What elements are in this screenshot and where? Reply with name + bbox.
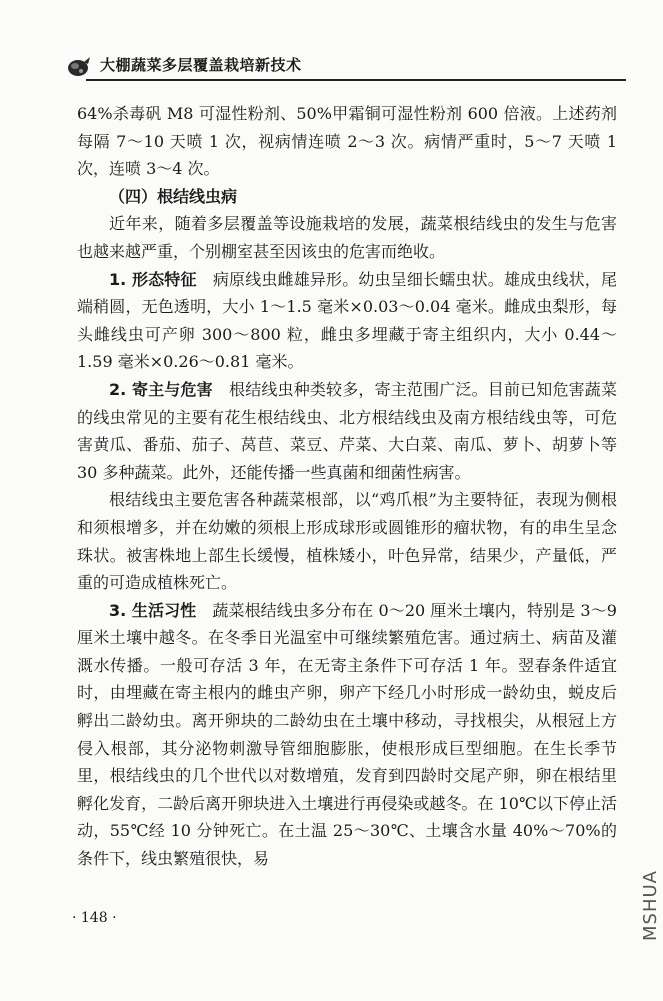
paragraph-6	[77, 597, 617, 873]
paragraph-3	[77, 266, 617, 376]
page-header	[66, 50, 626, 84]
paragraph-3-text: 病原线虫雌雄异形。幼虫呈细长蠕虫状。雄成虫线状，尾端稍圆，无色透明，大小 1～1.5 毫米×0.03～0.04 毫米。雌成虫梨形，每头雌线虫可产卵 300～800 粒，雌虫多埋藏于寄主组织内，大小 0.44～1.59 毫米×0.26～0.81 毫米。	[77, 269, 617, 372]
paragraph-5: 根结线虫主要危害各种蔬菜根部，以“鸡爪根”为主要特征，表现为侧根和须根增多，并在幼嫩的须根上形成球形或圆锥形的瘤状物，有的串生呈念珠状。被害株地上部生长缓慢，植株矮小，叶色异常，结果少，产量低，严重的可造成植株死亡。	[77, 490, 617, 593]
section-heading: （四）根结线虫病	[109, 186, 238, 206]
paragraph-6-text: 蔬菜根结线虫多分布在 0～20 厘米土壤内，特别是 3～9 厘米土壤中越冬。在冬季日光温室中可继续繁殖危害。通过病土、病苗及灌溉水传播。一般可存活 3 年，在无寄主条件下可存活 1 年。翌春条件适宜时，由埋藏在寄主根内的雌虫产卵，卵产下经几小时形成一龄幼虫，蜕皮后孵出二龄幼虫。离开卵块的二龄幼虫在土壤中移动，寻找根尖，从根冠上方侵入根部，其分泌物刺激导管细胞膨胀，使根形成巨型细胞。在生长季节里，根结线虫的几个世代以对数增殖，发育到四龄时交尾产卵，卵在根结里孵化发育，二龄后离开卵块进入土壤进行再侵染或越冬。在 10℃以下停止活动，55℃经 10 分钟死亡。在土温 25～30℃、土壤含水量 40%～70%的条件下，线虫繁殖很快，易	[77, 600, 617, 869]
paragraph-4-lead: 2. 寄主与危害	[109, 379, 213, 399]
vegetable-logo-icon	[66, 56, 92, 78]
header-rule	[86, 79, 626, 81]
paragraph-4	[77, 376, 617, 486]
paragraph-2: 近年来，随着多层覆盖等设施栽培的发展，蔬菜根结线虫的发生与危害也越来越严重，个别棚室甚至因该虫的危害而绝收。	[77, 214, 617, 261]
running-header-title: 大棚蔬菜多层覆盖栽培新技术	[100, 56, 302, 74]
body-text	[77, 100, 617, 873]
paragraph-4-text: 根结线虫种类较多，寄主范围广泛。目前已知危害蔬菜的线虫常见的主要有花生根结线虫、北方根结线虫及南方根结线虫等，可危害黄瓜、番茄、茄子、莴苣、菜豆、芹菜、大白菜、南瓜、萝卜、胡萝卜等 30 多种蔬菜。此外，还能传播一些真菌和细菌性病害。	[77, 379, 617, 482]
paragraph-6-lead: 3. 生活习性	[109, 600, 197, 620]
paragraph-1: 64%杀毒矾 M8 可湿性粉剂、50%甲霜铜可湿性粉剂 600 倍液。上述药剂每隔 7～10 天喷 1 次，视病情连喷 2～3 次。病情严重时，5～7 天喷 1 次，连喷 3～4 次。	[77, 104, 617, 179]
page-number: · 148 ·	[72, 910, 117, 926]
paragraph-3-lead: 1. 形态特征	[109, 269, 197, 289]
watermark: MSHUA	[640, 870, 661, 941]
